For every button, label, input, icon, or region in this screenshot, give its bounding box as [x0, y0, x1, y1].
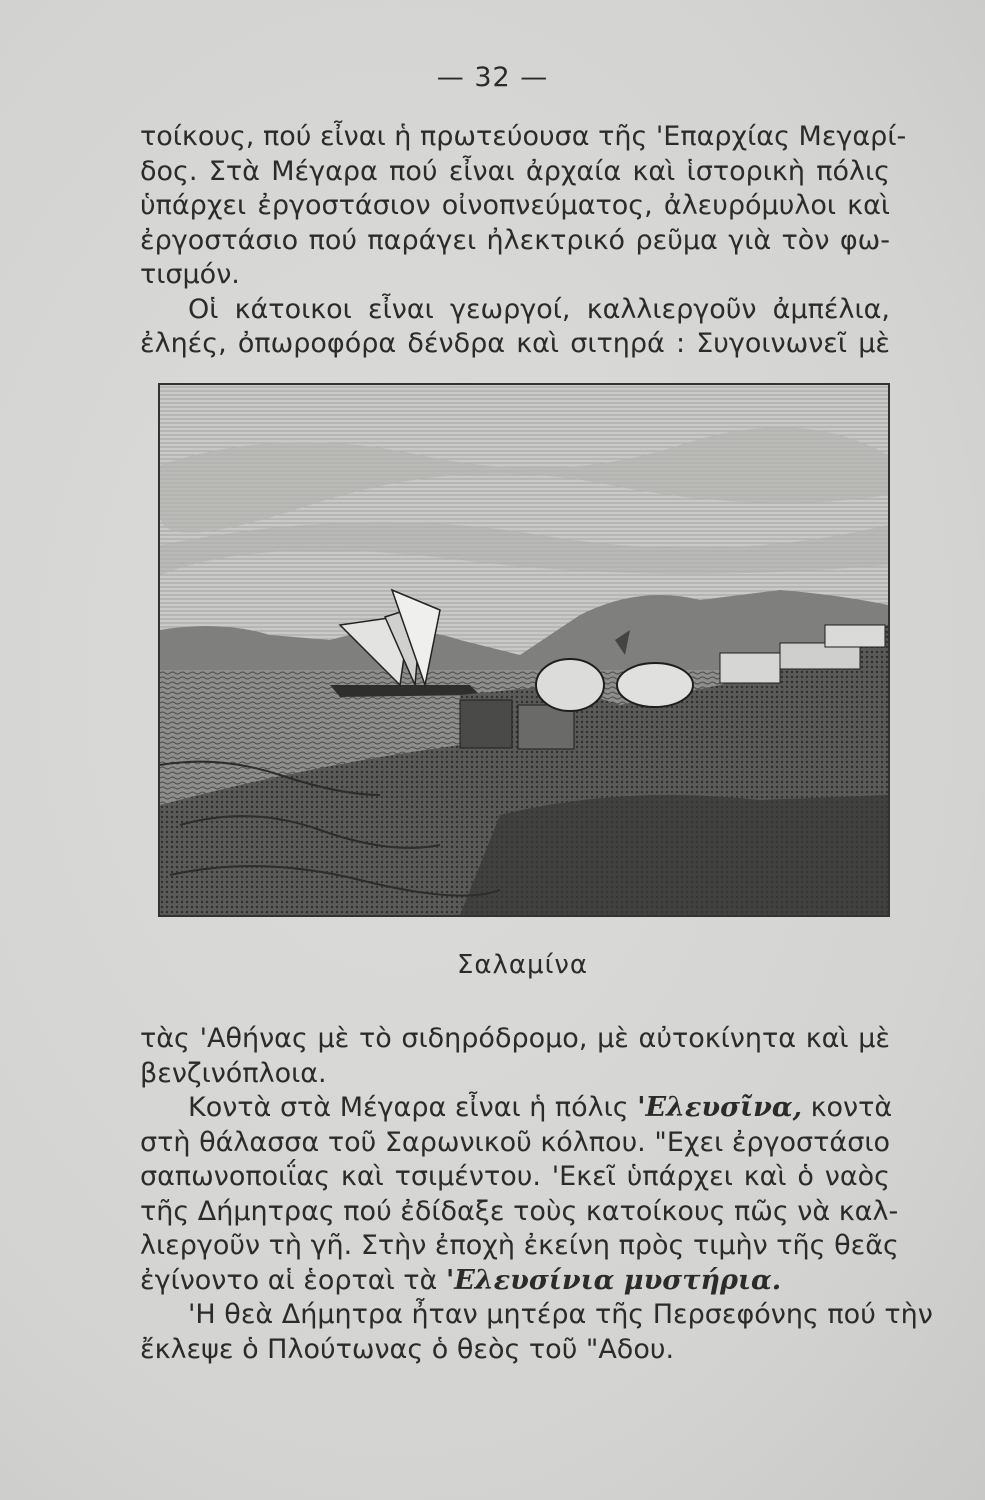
- text-run: Κοντὰ στὰ Μέγαρα εἶναι ἡ πόλις: [188, 1092, 638, 1123]
- engraving-illustration: [160, 385, 888, 915]
- top-text: [140, 120, 907, 362]
- text-line: στὴ θάλασσα τοῦ Σαρωνικοῦ κόλπου. "Εχει ἐργοστάσιο: [140, 1126, 890, 1158]
- figure-caption: Σαλαμίνα: [456, 950, 589, 980]
- text-run: κοντὰ: [802, 1092, 893, 1123]
- eleusinian-mysteries: 'Ελευσίνια μυστήρια.: [445, 1264, 782, 1296]
- text-line: δος. Στὰ Μέγαρα πού εἶναι ἀρχαία καὶ ἱστορικὴ πόλις: [140, 155, 890, 187]
- text-line: τῆς Δήμητρας πού ἐδίδαξε τοὺς κατοίκους πῶς νὰ καλ-: [140, 1195, 899, 1227]
- place-name-eleusis: 'Ελευσῖνα,: [637, 1092, 803, 1123]
- bottom-text: [140, 1022, 933, 1367]
- page-number: — 32 —: [436, 62, 549, 93]
- text-run: ἐγίνοντο αἱ ἑορταὶ τὰ: [140, 1264, 446, 1296]
- text-line: [140, 1091, 893, 1126]
- text-line: τοίκους, πού εἶναι ἡ πρωτεύουσα τῆς 'Επαρχίας Μεγαρί-: [140, 121, 907, 152]
- text-line: [140, 1264, 890, 1299]
- text-line: ἔκλεψε ὁ Πλούτωνας ὁ θεὸς τοῦ "Αδου.: [140, 1333, 675, 1365]
- text-line: ἐργοστάσιο πού παράγει ἠλεκτρικό ρεῦμα γιὰ τὸν φω-: [140, 224, 890, 256]
- text-line: λιεργοῦν τὴ γῆ. Στὴν ἐποχὴ ἐκείνη πρὸς τιμὴν τῆς θεᾶς: [140, 1230, 899, 1261]
- text-line: Οἱ κάτοικοι εἶναι γεωργοί, καλλιεργοῦν ἀμπέλια,: [188, 293, 890, 325]
- text-line: τισμόν.: [140, 259, 240, 290]
- engraving-salamis: [158, 383, 890, 917]
- text-line: ὑπάρχει ἐργοστάσιον οἰνοπνεύματος, ἀλευρόμυλοι καὶ: [140, 190, 890, 221]
- text-line: 'Η θεὰ Δήμητρα ἦταν μητέρα τῆς Περσεφόνης πού τὴν: [188, 1299, 933, 1330]
- text-line: βενζινόπλοια.: [140, 1057, 327, 1089]
- text-line: ἐληές, ὀπωροφόρα δένδρα καὶ σιτηρά : Συγοινωνεῖ μὲ: [140, 328, 890, 359]
- text-line: τὰς 'Αθήνας μὲ τὸ σιδηρόδρομο, μὲ αὐτοκίνητα καὶ μὲ: [140, 1023, 890, 1054]
- text-line: σαπωνοποιΐας καὶ τσιμέντου. 'Εκεῖ ὑπάρχει καὶ ὁ ναὸς: [140, 1161, 890, 1192]
